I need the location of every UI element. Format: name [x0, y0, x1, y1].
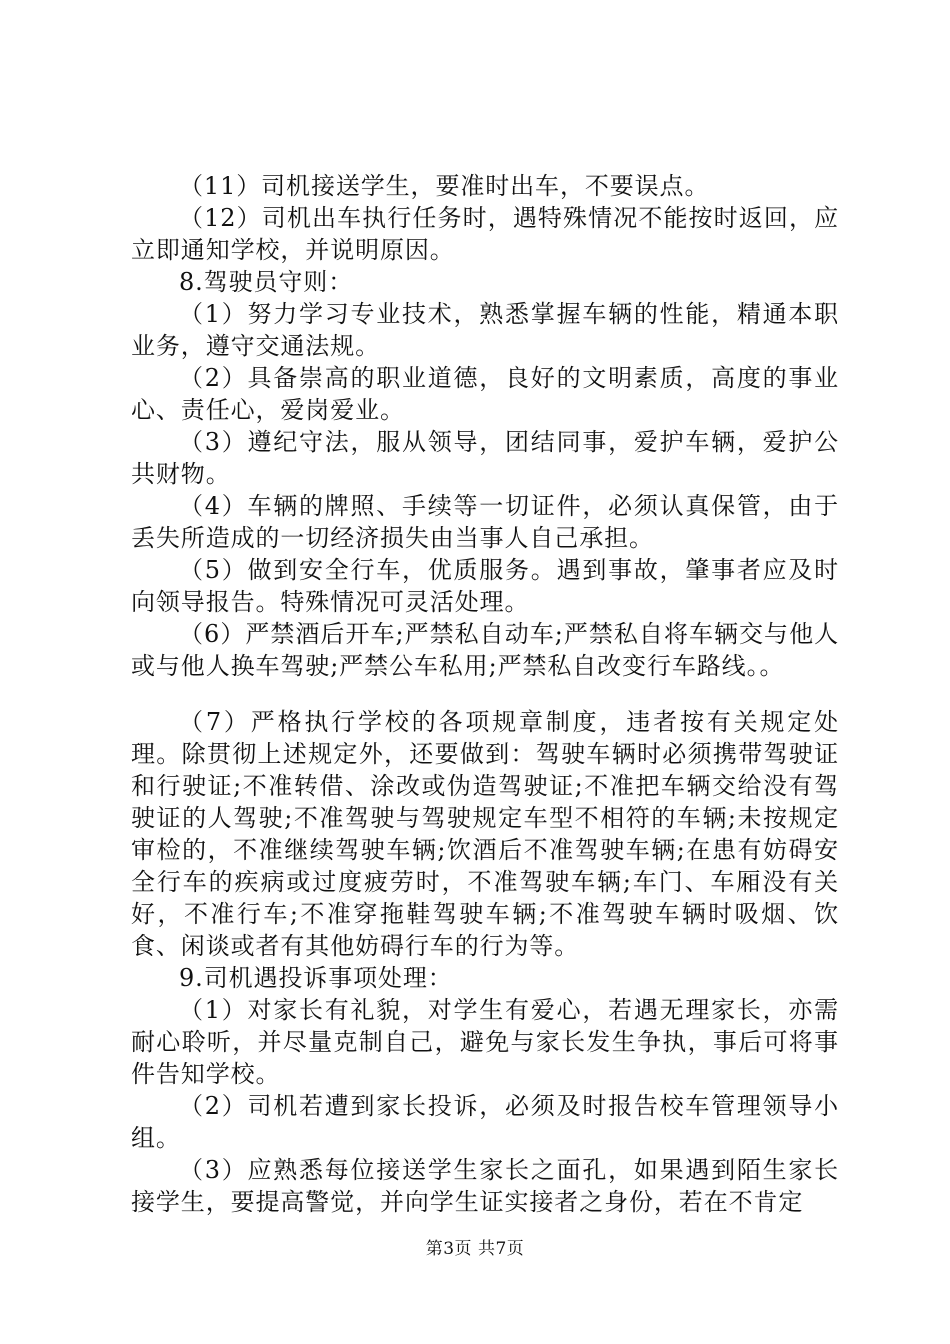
rule-8-4: （4）车辆的牌照、手续等一切证件，必须认真保管，由于丢失所造成的一切经济损失由当事人自己承担。: [131, 492, 839, 552]
paragraph-12: （12）司机出车执行任务时，遇特殊情况不能按时返回，应立即通知学校，并说明原因。: [131, 204, 839, 264]
rule-9-2: （2）司机若遭到家长投诉，必须及时报告校车管理领导小组。: [131, 1092, 839, 1152]
document-body: [131, 170, 839, 1218]
rule-8-2: （2）具备崇高的职业道德，良好的文明素质，高度的事业心、责任心，爱岗爱业。: [131, 364, 839, 424]
section-8-heading: 8.驾驶员守则：: [179, 268, 354, 296]
page-footer: 第3页 共7页: [425, 1239, 525, 1259]
rule-8-1: （1）努力学习专业技术，熟悉掌握车辆的性能，精通本职业务，遵守交通法规。: [131, 300, 839, 360]
rule-9-1: （1）对家长有礼貌，对学生有爱心，若遇无理家长，亦需耐心聆听，并尽量克制自己，避免与家长发生争执，事后可将事件告知学校。: [131, 996, 839, 1088]
rule-9-3: （3）应熟悉每位接送学生家长之面孔，如果遇到陌生家长接学生，要提高警觉，并向学生证实接者之身份，若在不肯定: [131, 1156, 839, 1216]
rule-8-3: （3）遵纪守法，服从领导，团结同事，爱护车辆，爱护公共财物。: [131, 428, 839, 488]
paragraph-11: （11）司机接送学生，要准时出车，不要误点。: [179, 172, 710, 200]
rule-8-5: （5）做到安全行车，优质服务。遇到事故，肇事者应及时向领导报告。特殊情况可灵活处理。: [131, 556, 839, 616]
rule-8-7: （7）严格执行学校的各项规章制度，违者按有关规定处理。除贯彻上述规定外，还要做到：驾驶车辆时必须携带驾驶证和行驶证;不准转借、涂改或伪造驾驶证;不准把车辆交给没有驾驶证的人驾驶;不准驾驶与驾驶规定车型不相符的车辆;未按规定审检的，不准继续驾驶车辆;饮酒后不准驾驶车辆;在患有妨碍安全行车的疾病或过度疲劳时，不准驾驶车辆;车门、车厢没有关好，不准行车;不准穿拖鞋驾驶车辆;不准驾驶车辆时吸烟、饮食、闲谈或者有其他妨碍行车的行为等。: [131, 708, 839, 960]
rule-8-6: （6）严禁酒后开车;严禁私自动车;严禁私自将车辆交与他人或与他人换车驾驶;严禁公车私用;严禁私自改变行车路线。。: [131, 620, 839, 680]
section-9-heading: 9.司机遇投诉事项处理：: [179, 964, 453, 992]
